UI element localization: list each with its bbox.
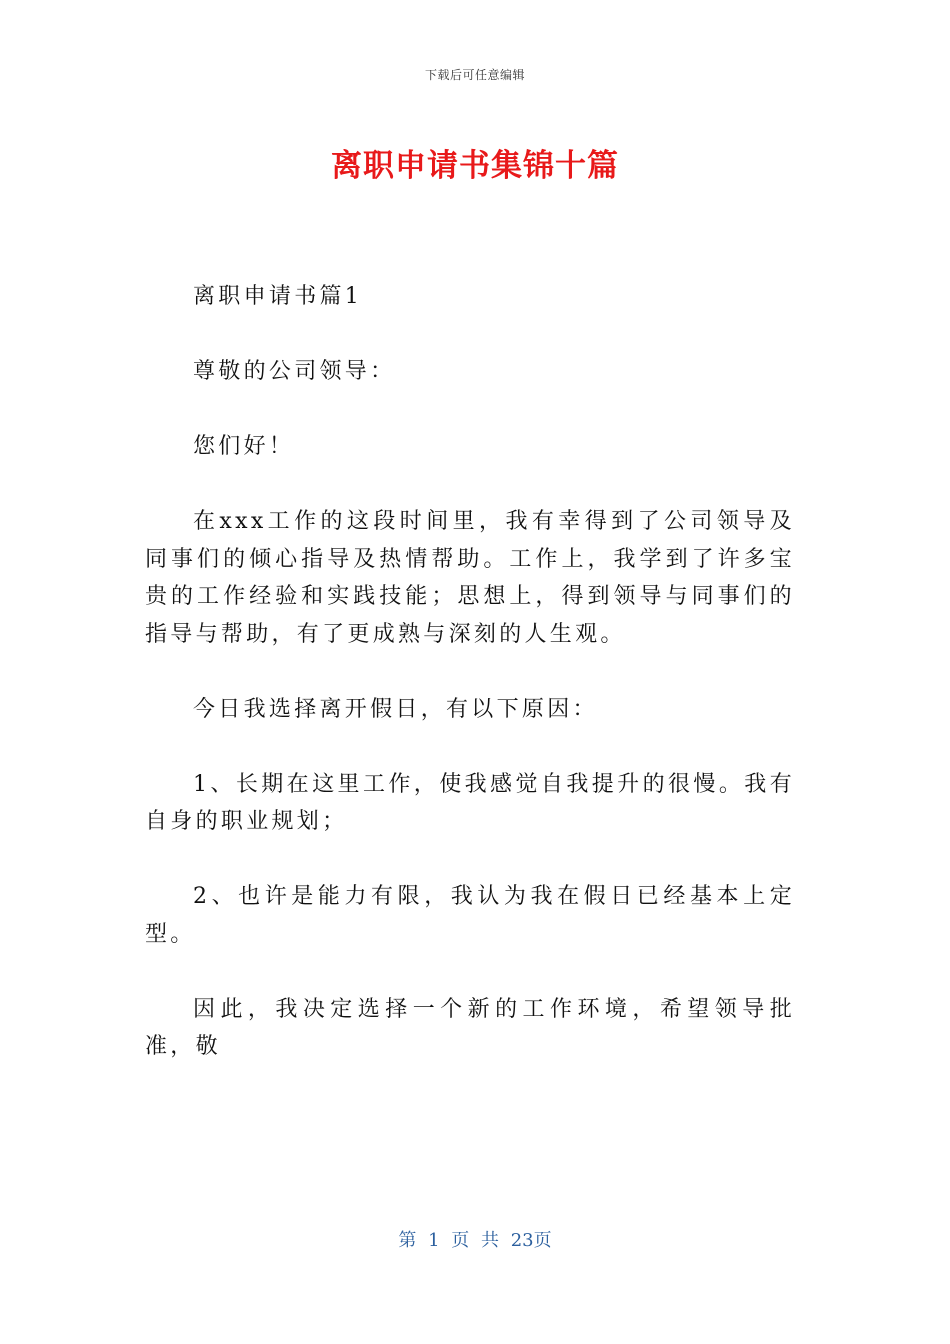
reason-item: 2、也许是能力有限，我认为我在假日已经基本上定型。 <box>145 884 795 947</box>
document-title: 离职申请书集锦十篇 <box>331 148 619 184</box>
greeting: 您们好！ <box>193 434 295 459</box>
section-heading: 离职申请书篇1 <box>193 284 363 309</box>
page-indicator: 第 1 页 共 23页 <box>398 1230 552 1251</box>
header-note: 下载后可任意编辑 <box>424 68 525 82</box>
body-paragraph: 在xxx工作的这段时间里，我有幸得到了公司领导及同事们的倾心指导及热情帮助。工作上，我学到了许多宝贵的工作经验和实践技能；思想上，得到领导与同事们的指导与帮助，有了更成熟与深刻的人生观。 <box>145 509 795 647</box>
document-body <box>145 278 795 1103</box>
salutation: 尊敬的公司领导： <box>193 359 396 384</box>
body-paragraph: 今日我选择离开假日，有以下原因： <box>193 696 598 722</box>
reason-item: 1、长期在这里工作，使我感觉自我提升的很慢。我有自身的职业规划； <box>145 771 795 834</box>
body-paragraph: 因此，我决定选择一个新的工作环境，希望领导批准，敬 <box>145 996 795 1059</box>
